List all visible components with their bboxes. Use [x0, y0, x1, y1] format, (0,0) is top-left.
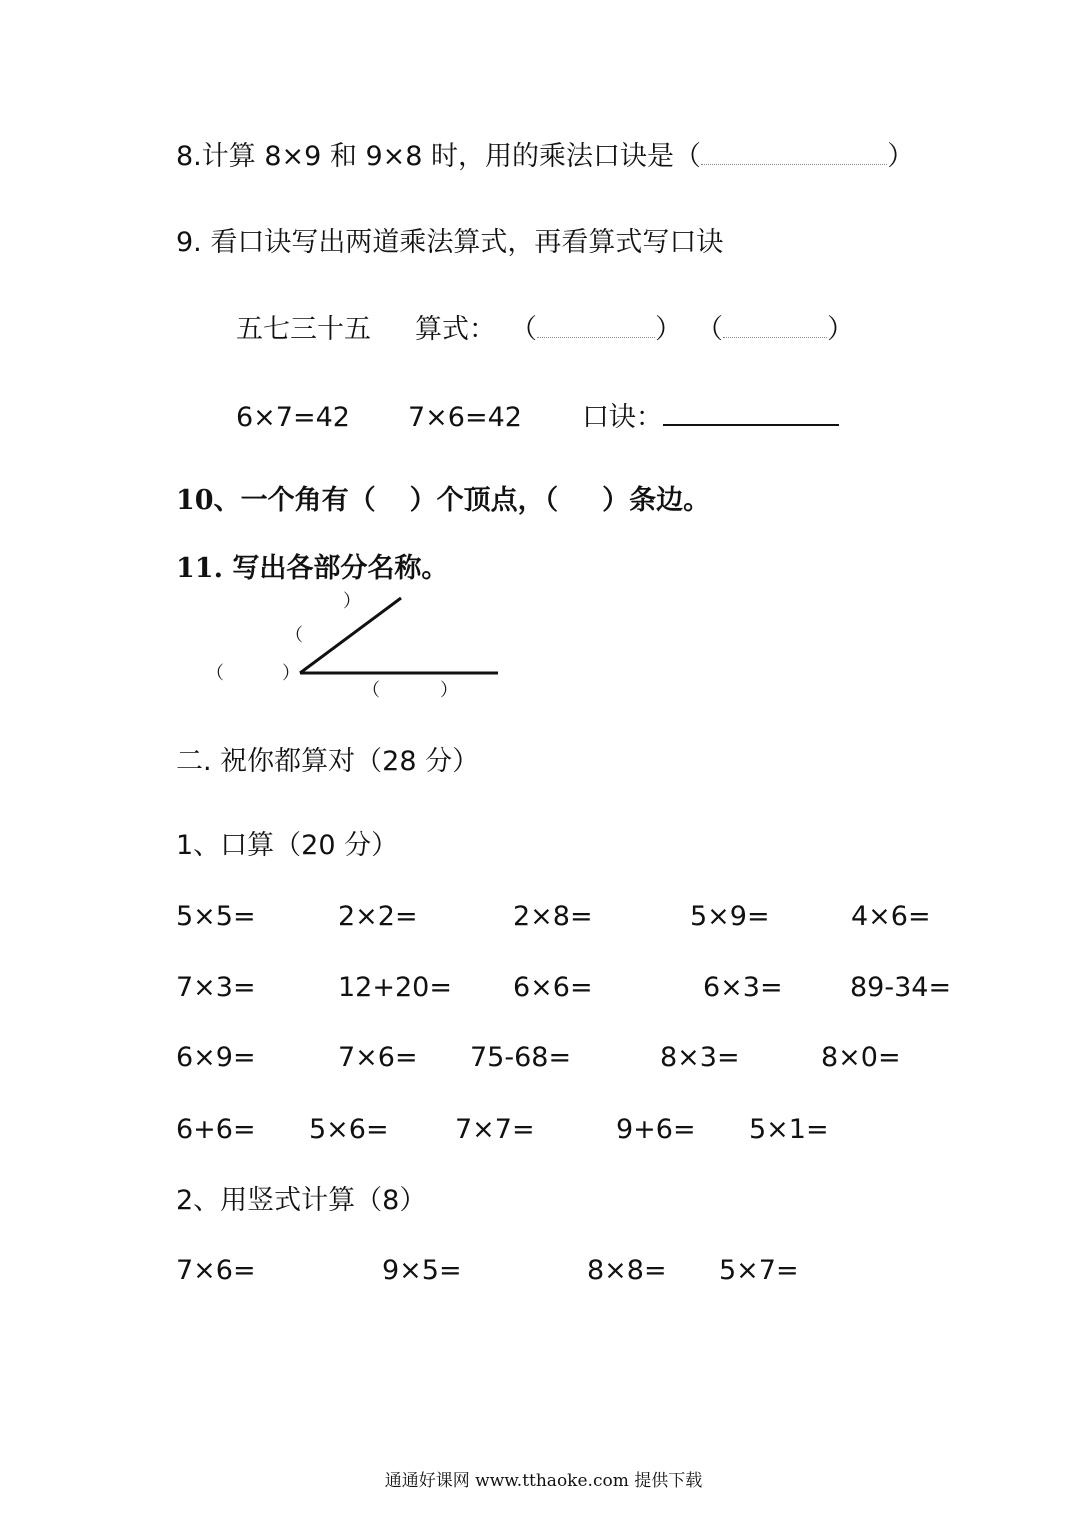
q9-equation-2: 7×6=42 [407, 402, 522, 433]
q9-rhyme: 五七三十五 [236, 314, 371, 345]
oral-item: 7×3= [176, 972, 256, 1003]
q8-answer-blank[interactable] [701, 162, 887, 165]
oral-item: 4×6= [851, 901, 931, 932]
oral-item: 5×1= [749, 1114, 829, 1145]
oral-item: 8×0= [821, 1042, 901, 1073]
q9-open-paren-2: （ [696, 314, 723, 345]
oral-item: 12+20= [338, 972, 452, 1003]
q9-rhyme-row [236, 316, 854, 343]
question-11-title: 11. 写出各部分名称。 [176, 553, 449, 584]
vertical-item: 8×8= [587, 1255, 667, 1286]
figure-paren-vertex-open: （ [206, 663, 224, 684]
oral-item: 8×3= [660, 1042, 740, 1073]
vertical-item: 9×5= [382, 1255, 462, 1286]
oral-item: 2×2= [338, 901, 418, 932]
oral-calc-title: 1、口算（20 分） [176, 830, 399, 861]
vertical-item: 5×7= [719, 1255, 799, 1286]
q9-equation-1: 6×7=42 [236, 402, 350, 433]
vertical-calc-title: 2、用竖式计算（8） [176, 1185, 427, 1216]
oral-item: 9+6= [616, 1114, 696, 1145]
figure-paren-upper-close: ） [343, 591, 361, 612]
q10-part1: 10、一个角有（ [176, 485, 376, 516]
oral-item: 6×9= [176, 1042, 256, 1073]
figure-paren-vertex-close: ） [282, 663, 300, 684]
oral-item: 6+6= [176, 1114, 256, 1145]
vertical-item: 7×6= [176, 1255, 256, 1286]
oral-item: 89-34= [850, 972, 952, 1003]
oral-item: 5×5= [176, 901, 256, 932]
q9-rhyme-answer-line[interactable] [663, 404, 839, 426]
section-2-title: 二. 祝你都算对（28 分） [176, 746, 480, 777]
question-8 [176, 143, 914, 170]
figure-paren-side-close: ） [440, 680, 458, 701]
q9-close-paren-2: ） [827, 314, 854, 345]
oral-item: 5×6= [309, 1114, 389, 1145]
oral-item: 7×6= [338, 1042, 418, 1073]
q10-part3: ）条边。 [602, 485, 711, 516]
q9-formula-blank-1[interactable] [537, 335, 655, 338]
q9-open-paren-1: （ [510, 314, 537, 345]
figure-paren-middle-open: （ [285, 625, 303, 646]
q10-part2: ）个顶点，（ [409, 485, 559, 516]
q9-formula-label: 算式： [415, 314, 496, 345]
figure-paren-side-open: （ [362, 680, 380, 701]
footer-credit: 通通好课网 www.tthaoke.com 提供下载 [384, 1471, 703, 1491]
q8-close-paren: ） [887, 141, 915, 172]
q8-text: 8.计算 8×9 和 9×8 时，用的乘法口诀是（ [176, 141, 702, 172]
q9-close-paren-1: ） [655, 314, 682, 345]
oral-item: 6×6= [513, 972, 593, 1003]
oral-item: 2×8= [513, 901, 593, 932]
oral-item: 5×9= [690, 901, 770, 932]
q9-equation-row [236, 404, 839, 431]
q9-rhyme-label: 口诀： [581, 402, 663, 433]
oral-item: 6×3= [703, 972, 783, 1003]
question-10 [176, 487, 710, 514]
oral-item: 7×7= [455, 1114, 535, 1145]
q9-formula-blank-2[interactable] [723, 335, 827, 338]
oral-item: 75-68= [470, 1042, 572, 1073]
question-9-title: 9. 看口诀写出两道乘法算式，再看算式写口诀 [176, 227, 724, 258]
